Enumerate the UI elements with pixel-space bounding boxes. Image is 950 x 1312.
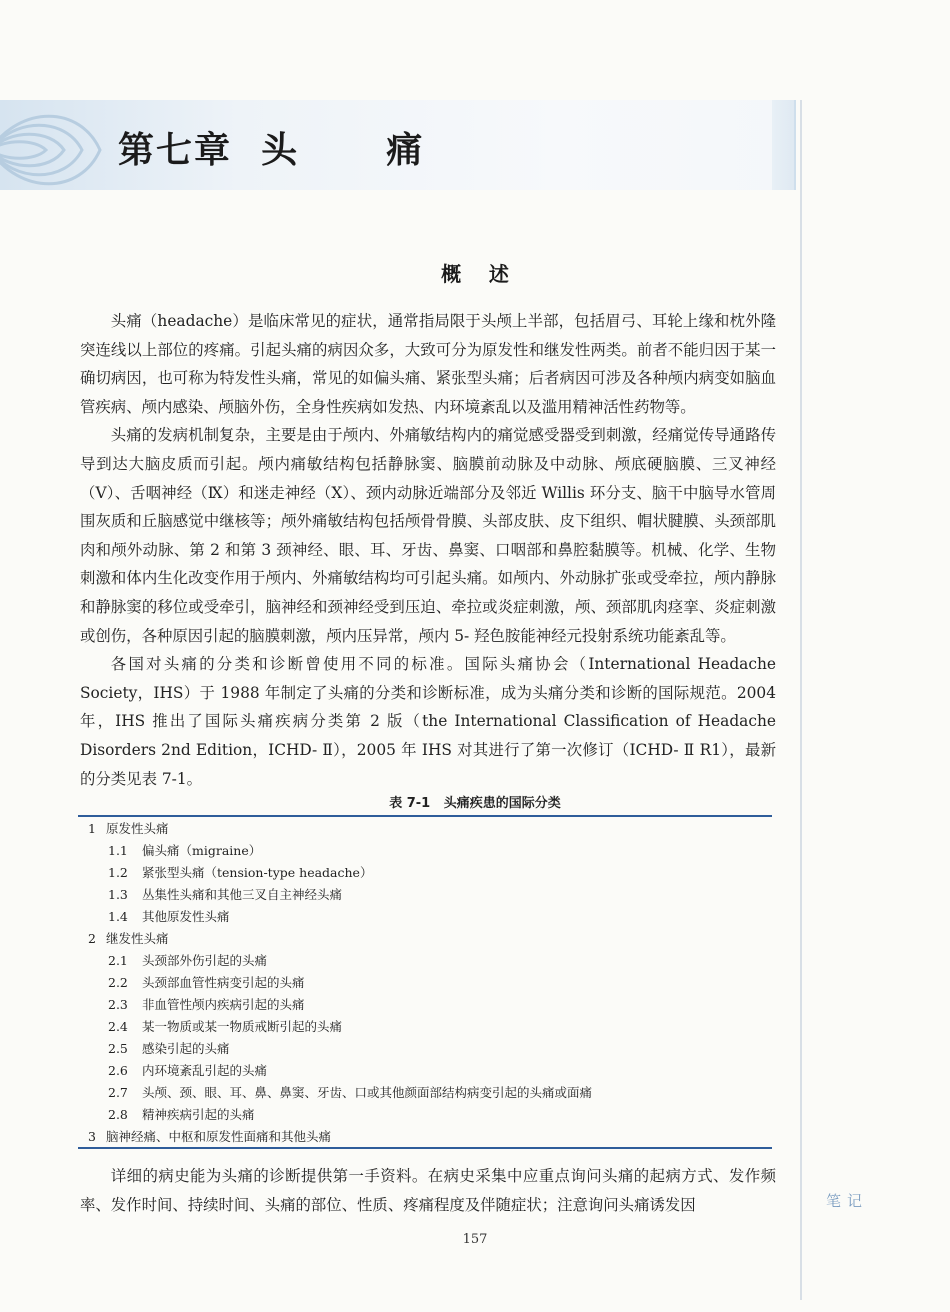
row-number: 2.4 [108,1019,128,1034]
table-row [78,1082,772,1104]
table-row [78,994,772,1016]
table-row [78,928,772,950]
row-number: 1.3 [108,887,128,902]
row-number: 2.6 [108,1063,128,1078]
table-row [78,1016,772,1038]
table-bottom-rule [78,1147,772,1149]
table-row [78,972,772,994]
table-row [78,840,772,862]
row-number: 1.4 [108,909,128,924]
chapter-title: 第七章 头 痛 [118,129,425,171]
row-number: 2 [88,931,96,946]
paragraph-4: 详细的病史能为头痛的诊断提供第一手资料。在病史采集中应重点询问头痛的起病方式、发作频率、发作时间、持续时间、头痛的部位、性质、疼痛程度及伴随症状；注意询问头痛诱发因 [80,1167,776,1214]
row-text: 偏头痛（migraine） [142,843,262,858]
row-text: 精神疾病引起的头痛 [142,1107,255,1122]
row-text: 内环境紊乱引起的头痛 [142,1063,268,1078]
closing-text [80,1162,776,1219]
table-row [78,1104,772,1126]
table-row [78,950,772,972]
header-side-tab [772,100,796,190]
row-number: 2.1 [108,953,128,968]
row-text: 头颈部血管性病变引起的头痛 [142,975,305,990]
row-text: 紧张型头痛（tension-type headache） [142,865,373,880]
row-number: 2.7 [108,1085,128,1100]
row-number: 1 [88,821,96,836]
row-text: 头颅、颈、眼、耳、鼻、鼻窦、牙齿、口或其他颜面部结构病变引起的头痛或面痛 [142,1085,593,1100]
table-row [78,884,772,906]
row-number: 3 [88,1129,96,1144]
table-row [78,1126,772,1148]
intro-text [80,307,776,793]
table-row [78,1060,772,1082]
row-number: 2.3 [108,997,128,1012]
row-text: 脑神经痛、中枢和原发性面痛和其他头痛 [106,1129,332,1144]
row-number: 1.1 [108,843,128,858]
row-number: 2.2 [108,975,128,990]
table-caption: 表 7-1 头痛疾患的国际分类 [389,796,561,811]
row-text: 其他原发性头痛 [142,909,230,924]
row-text: 感染引起的头痛 [142,1041,230,1056]
table-row [78,818,772,840]
row-text: 原发性头痛 [106,821,169,836]
table-row [78,862,772,884]
classification-table [78,818,772,1148]
section-title: 概 述 [441,262,509,286]
paragraph-2: 头痛的发病机制复杂，主要是由于颅内、外痛敏结构内的痛觉感受器受到刺激，经痛觉传导通路传导到达大脑皮质而引起。颅内痛敏结构包括静脉窦、脑膜前动脉及中动脉、颅底硬脑膜、三叉神经（Ⅴ）、舌咽神经（Ⅸ）和迷走神经（Ⅹ）、颈内动脉近端部分及邻近 Willis 环分支、脑干中脑导水管周围灰质和丘脑感觉中继核等；颅外痛敏结构包括颅骨骨膜、头部皮肤、皮下组织、帽状腱膜、头颈部肌肉和颅外动脉、第 2 和第 3 颈神经、眼、耳、牙齿、鼻窦、口咽部和鼻腔黏膜等。机械、化学、生物刺激和体内生化改变作用于颅内、外痛敏结构均可引起头痛。如颅内、外动脉扩张或受牵拉，颅内静脉和静脉窦的移位或受牵引，脑神经和颈神经受到压迫、牵拉或炎症刺激，颅、颈部肌肉痉挛、炎症刺激或创伤，各种原因引起的脑膜刺激，颅内压异常，颅内 5- 羟色胺能神经元投射系统功能紊乱等。 [80,426,776,645]
page-number: 157 [462,1232,488,1247]
row-number: 2.5 [108,1041,128,1056]
paragraph-3: 各国对头痛的分类和诊断曾使用不同的标准。国际头痛协会（International Headache Society，IHS）于 1988 年制定了头痛的分类和诊断标准，成为头痛分类和诊断的国际规范。2004 年，IHS 推出了国际头痛疾病分类第 2 版（the International Classification of Headache Disorders 2nd Edition，ICHD- Ⅱ），2005 年 IHS 对其进行了第一次修订（ICHD- Ⅱ R1），最新的分类见表 7-1。 [80,655,776,788]
row-text: 头颈部外伤引起的头痛 [142,953,268,968]
table-top-rule [78,815,772,817]
row-number: 1.2 [108,865,128,880]
row-text: 非血管性颅内疾病引起的头痛 [142,997,305,1012]
row-text: 某一物质或某一物质戒断引起的头痛 [142,1019,343,1034]
row-text: 丛集性头痛和其他三叉自主神经头痛 [142,887,343,902]
table-row [78,1038,772,1060]
margin-notes-label: 笔记 [826,1192,869,1210]
row-text: 继发性头痛 [106,931,169,946]
row-number: 2.8 [108,1107,128,1122]
paragraph-1: 头痛（headache）是临床常见的症状，通常指局限于头颅上半部，包括眉弓、耳轮上缘和枕外隆突连线以上部位的疼痛。引起头痛的病因众多，大致可分为原发性和继发性两类。前者不能归因于某一确切病因，也可称为特发性头痛，常见的如偏头痛、紧张型头痛；后者病因可涉及各种颅内病变如脑血管疾病、颅内感染、颅脑外伤，全身性疾病如发热、内环境紊乱以及滥用精神活性药物等。 [80,312,776,416]
table-row [78,906,772,928]
